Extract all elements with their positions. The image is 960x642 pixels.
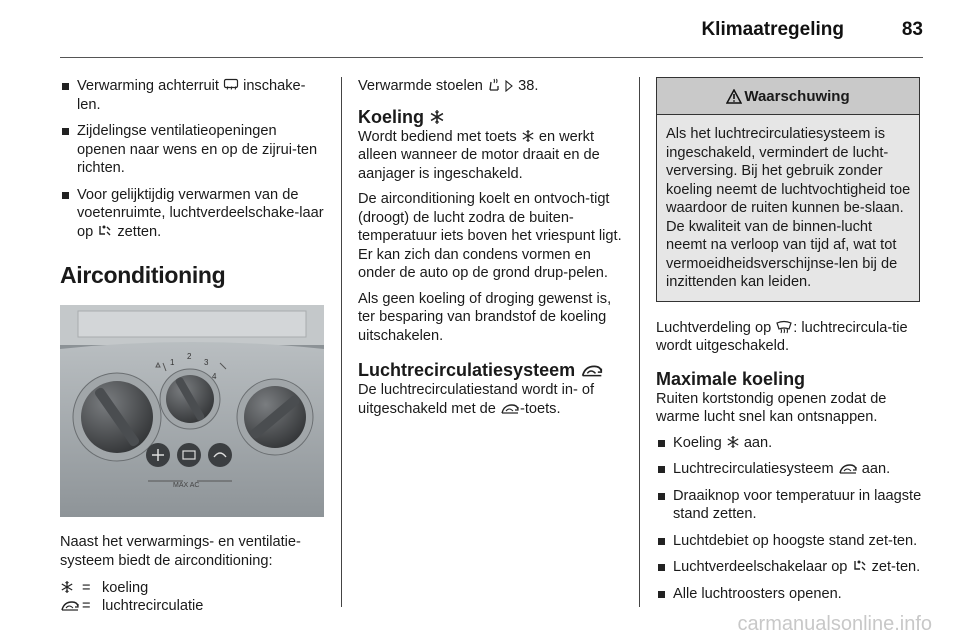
fan-scale-4: 4 xyxy=(212,372,217,381)
definition-table xyxy=(60,579,326,615)
paragraph: De airconditioning koelt en ontvoch-tigt (droogt) de lucht zodra de buiten-temperatuur iets boven het vriespunt ligt. Er kan zich dan condens vormen en onder de auto op de grond drup-pelen. xyxy=(358,191,622,281)
recirculation-icon xyxy=(838,463,858,475)
paragraph: Luchtverdeling op : luchtrecircula-tie wordt uitgeschakeld. xyxy=(656,319,908,354)
chapter-title: Klimaatregeling xyxy=(701,19,844,40)
list-item: Luchtdebiet op hoogste stand zet-ten. xyxy=(656,532,922,551)
rear-window-heating-icon xyxy=(223,78,239,92)
warning-icon xyxy=(726,89,742,104)
list-item: Koeling aan. xyxy=(656,434,922,453)
definition-row: = luchtrecirculatie xyxy=(60,597,326,615)
caption: Naast het verwarmings- en ventilatie-systeem biedt de airconditioning: xyxy=(60,534,301,569)
column-left xyxy=(60,77,326,615)
snowflake-icon xyxy=(726,435,740,449)
section-title-koeling: Koeling xyxy=(358,106,624,128)
page-reference-icon xyxy=(505,80,514,92)
page-number: 83 xyxy=(901,19,923,40)
climate-control-photo xyxy=(60,305,324,517)
list-item: Voor gelijktijdig verwarmen van de voetenruimte, luchtverdeelschake-laar op zetten. xyxy=(60,186,326,242)
fan-scale-2: 2 xyxy=(187,352,192,361)
windscreen-defrost-icon xyxy=(775,320,793,334)
list-item: Draaiknop voor temperatuur in laagste stand zetten. xyxy=(656,487,922,524)
snowflake-icon xyxy=(521,129,535,143)
fan-scale-3: 3 xyxy=(204,358,209,367)
paragraph: Wordt bediend met toets en werkt alleen wanneer de motor draait en de aanjager is ingeschakeld. xyxy=(358,128,600,182)
snowflake-icon xyxy=(60,580,74,594)
list-item: Zijdelingse ventilatieopeningen openen naar wens en op de zijrui-ten richten. xyxy=(60,122,326,178)
heated-seat-icon xyxy=(487,78,501,92)
list-item: Verwarming achterruit inschake-len. xyxy=(60,77,326,114)
recirculation-icon xyxy=(60,600,80,612)
bullet-list xyxy=(60,77,326,241)
list-item: Luchtrecirculatiesysteem aan. xyxy=(656,460,922,479)
list-item: Luchtverdeelschakelaar op zet-ten. xyxy=(656,558,922,577)
watermark: carmanualsonline.info xyxy=(737,613,932,635)
column-middle xyxy=(358,77,624,425)
warning-box xyxy=(656,77,920,302)
warning-text: Als het luchtrecirculatiesysteem is ingeschakeld, vermindert de lucht-verversing. Bij het gebruik zonder koeling neemt de luchtvochtigheid toe waardoor de ruiten kunnen be-slaan. De kwaliteit van de binnen-lucht neemt na verloop van tijd af, wat tot vermoeidheidsverschijnse-len bij de inzittenden kan leiden. xyxy=(657,115,919,301)
list-item: Alle luchtroosters openen. xyxy=(656,585,922,604)
definition-row: = koeling xyxy=(60,579,326,597)
section-title-airconditioning: Airconditioning xyxy=(60,262,226,288)
air-distribution-icon xyxy=(97,224,113,238)
snowflake-icon xyxy=(429,109,445,125)
page-header xyxy=(0,0,960,60)
section-title-max-cooling: Maximale koeling xyxy=(656,368,806,389)
header-rule xyxy=(60,57,923,58)
seat-heating-reference: Verwarmde stoelen 38. xyxy=(358,78,539,94)
recirculation-icon xyxy=(500,403,520,415)
column-right xyxy=(656,77,922,611)
column-divider xyxy=(341,77,342,607)
warning-header: Waarschuwing xyxy=(657,78,919,115)
max-ac-label: MAX AC xyxy=(173,482,200,489)
paragraph: Als geen koeling of droging gewenst is, ter besparing van brandstof de koeling uitschakelen. xyxy=(358,290,612,344)
fan-scale-1: 1 xyxy=(170,358,175,367)
step-list xyxy=(656,434,922,604)
paragraph: De luchtrecirculatiestand wordt in- of uitgeschakeld met de -toets. xyxy=(358,382,595,417)
air-distribution-icon xyxy=(852,559,868,573)
column-divider xyxy=(639,77,640,607)
recirculation-icon xyxy=(580,364,604,378)
section-title-recirculation: Luchtrecirculatiesysteem xyxy=(358,359,624,381)
paragraph: Ruiten kortstondig openen zodat de warme lucht snel kan ontsnappen. xyxy=(656,390,887,425)
